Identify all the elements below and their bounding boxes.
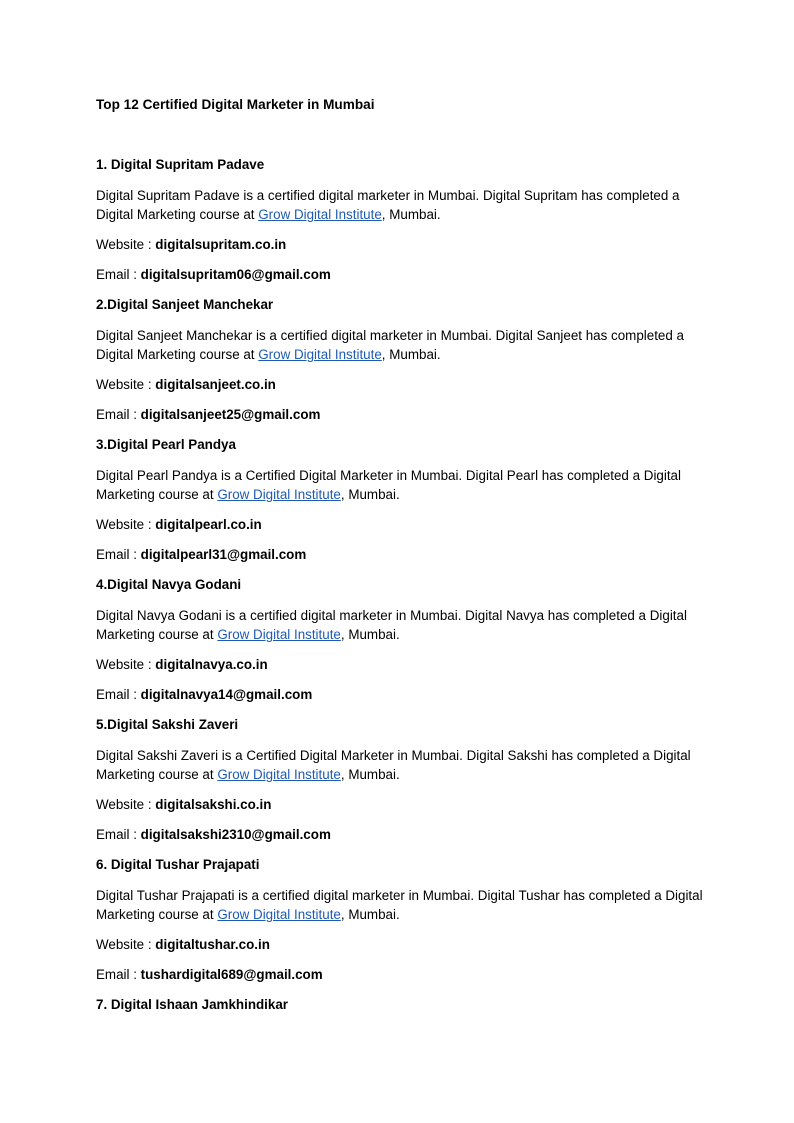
marketer-list xyxy=(96,156,706,1014)
website-line xyxy=(96,236,706,254)
description-suffix: , Mumbai. xyxy=(340,627,400,642)
website-label: Website : xyxy=(96,657,156,672)
entry-heading: 3.Digital Pearl Pandya xyxy=(96,437,236,452)
description-suffix: , Mumbai. xyxy=(340,907,400,922)
entry-description xyxy=(96,326,706,364)
email-line xyxy=(96,686,706,704)
email-line xyxy=(96,546,706,564)
description-suffix: , Mumbai. xyxy=(340,487,400,502)
email-label: Email : xyxy=(96,547,141,562)
marketer-entry xyxy=(96,156,706,284)
email-value: digitalpearl31@gmail.com xyxy=(140,547,307,562)
email-label: Email : xyxy=(96,687,141,702)
entry-description xyxy=(96,186,706,224)
email-value: digitalsakshi2310@gmail.com xyxy=(140,827,331,842)
entry-description xyxy=(96,606,706,644)
website-value: digitalnavya.co.in xyxy=(155,657,268,672)
website-label: Website : xyxy=(96,377,156,392)
email-label: Email : xyxy=(96,267,141,282)
website-value: digitalsakshi.co.in xyxy=(155,797,272,812)
entry-heading: 4.Digital Navya Godani xyxy=(96,577,242,592)
description-text: Digital Sanjeet Manchekar is a certified digital marketer in Mumbai. Digital Sanjeet has completed a Digital Marketing course at xyxy=(96,328,684,362)
description-text: Digital Navya Godani is a certified digital marketer in Mumbai. Digital Navya has completed a Digital Marketing course at xyxy=(96,608,687,642)
website-value: digitalsanjeet.co.in xyxy=(155,377,276,392)
institute-link[interactable]: Grow Digital Institute xyxy=(258,347,382,362)
marketer-entry xyxy=(96,856,706,984)
website-value: digitalsupritam.co.in xyxy=(155,237,287,252)
entry-heading: 6. Digital Tushar Prajapati xyxy=(96,857,260,872)
entry-heading: 1. Digital Supritam Padave xyxy=(96,157,265,172)
website-value: digitaltushar.co.in xyxy=(155,937,270,952)
entry-description xyxy=(96,886,706,924)
marketer-entry xyxy=(96,576,706,704)
email-label: Email : xyxy=(96,967,141,982)
email-value: digitalsupritam06@gmail.com xyxy=(140,267,331,282)
email-label: Email : xyxy=(96,827,141,842)
website-label: Website : xyxy=(96,797,156,812)
email-value: tushardigital689@gmail.com xyxy=(140,967,323,982)
email-line xyxy=(96,406,706,424)
entry-description xyxy=(96,466,706,504)
institute-link[interactable]: Grow Digital Institute xyxy=(217,767,341,782)
email-line xyxy=(96,266,706,284)
institute-link[interactable]: Grow Digital Institute xyxy=(217,627,341,642)
email-line xyxy=(96,966,706,984)
website-line xyxy=(96,796,706,814)
institute-link[interactable]: Grow Digital Institute xyxy=(217,907,341,922)
document-body xyxy=(96,96,706,1026)
description-text: Digital Tushar Prajapati is a certified digital marketer in Mumbai. Digital Tushar has completed a Digital Marketing course at xyxy=(96,888,703,922)
description-suffix: , Mumbai. xyxy=(340,767,400,782)
entry-heading: 7. Digital Ishaan Jamkhindikar xyxy=(96,997,289,1012)
entry-heading: 5.Digital Sakshi Zaveri xyxy=(96,717,239,732)
entry-description xyxy=(96,746,706,784)
website-label: Website : xyxy=(96,237,156,252)
website-value: digitalpearl.co.in xyxy=(155,517,262,532)
website-label: Website : xyxy=(96,937,156,952)
document-title: Top 12 Certified Digital Marketer in Mumbai xyxy=(96,97,375,112)
description-suffix: , Mumbai. xyxy=(381,207,441,222)
entry-heading: 2.Digital Sanjeet Manchekar xyxy=(96,297,274,312)
website-line xyxy=(96,516,706,534)
marketer-entry xyxy=(96,436,706,564)
marketer-entry xyxy=(96,996,706,1014)
institute-link[interactable]: Grow Digital Institute xyxy=(258,207,382,222)
email-value: digitalnavya14@gmail.com xyxy=(140,687,313,702)
description-suffix: , Mumbai. xyxy=(381,347,441,362)
website-line xyxy=(96,656,706,674)
website-line xyxy=(96,936,706,954)
description-text: Digital Sakshi Zaveri is a Certified Digital Marketer in Mumbai. Digital Sakshi has completed a Digital Marketing course at xyxy=(96,748,691,782)
marketer-entry xyxy=(96,716,706,844)
email-value: digitalsanjeet25@gmail.com xyxy=(140,407,321,422)
institute-link[interactable]: Grow Digital Institute xyxy=(217,487,341,502)
website-label: Website : xyxy=(96,517,156,532)
marketer-entry xyxy=(96,296,706,424)
email-line xyxy=(96,826,706,844)
description-text: Digital Pearl Pandya is a Certified Digital Marketer in Mumbai. Digital Pearl has completed a Digital Marketing course at xyxy=(96,468,681,502)
website-line xyxy=(96,376,706,394)
description-text: Digital Supritam Padave is a certified digital marketer in Mumbai. Digital Supritam has completed a Digital Marketing course at xyxy=(96,188,680,222)
email-label: Email : xyxy=(96,407,141,422)
